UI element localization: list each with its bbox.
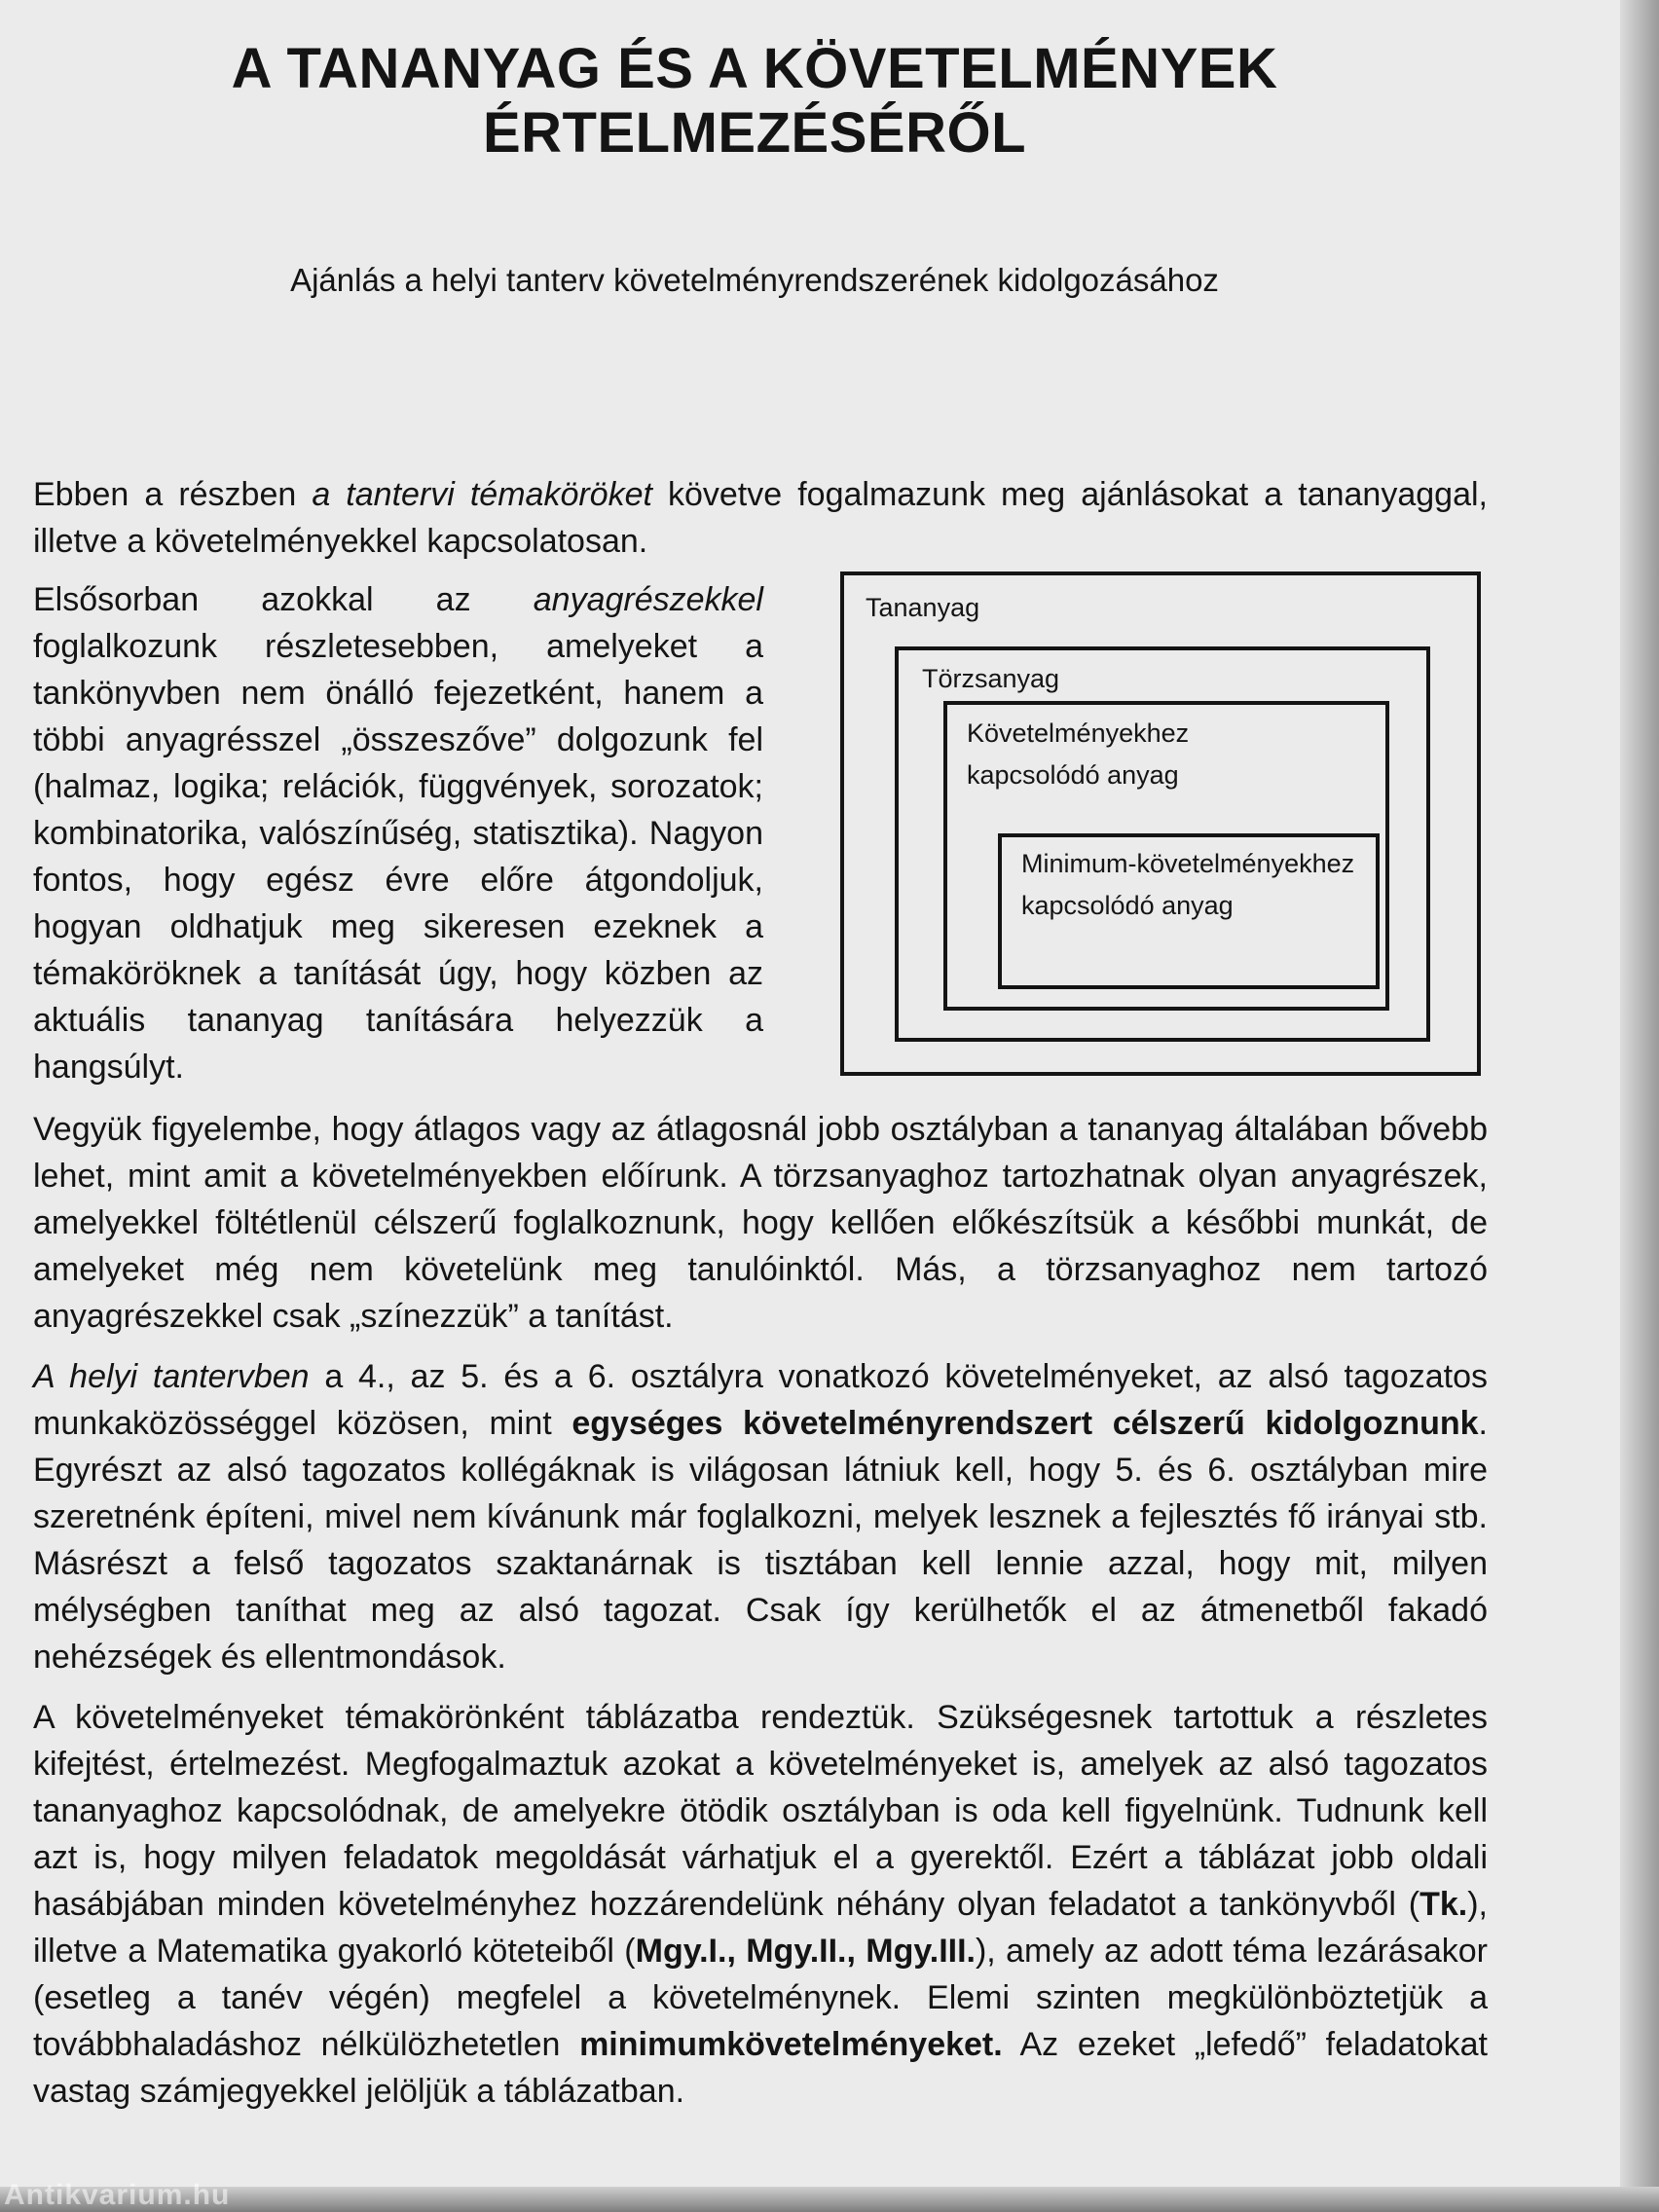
curriculum-scope-paragraph: Vegyük figyelembe, hogy átlagos vagy az átlagosnál jobb osztályban a tananyag általában bővebb lehet, mint amit a követelményekben előírunk. A törzsanyaghoz tartozhatnak olyan anyagrészek, amelyekkel föltétlenül célszerű foglalkoznunk, hogy kellően előkészítsük a későbbi munkát, de amelyeket még nem követelünk meg tanulóinktól. Más, a törzsanyaghoz nem tartozó anyagrészekkel csak „színezzük” a tanítást. <box>33 1111 1488 1335</box>
req-text-b: ), illetve a Matematika gyakorló köteteiből ( <box>33 1886 1488 1970</box>
local-curriculum-text-a: a 4., az 5. és a 6. osztályra vonatkozó követelményeket, az alsó tagozatos munkaközösséggel közösen, mint <box>33 1358 1488 1442</box>
diagram-box-minimum <box>998 833 1380 989</box>
intro-text-b: követve fogalmazunk meg ajánlásokat a tananyaggal, illetve a követelményekkel kapcsolatosan. <box>33 476 1488 560</box>
req-minimum-bold: minimumkövetelményeket. <box>579 2026 1003 2063</box>
local-curriculum-emphasis: A helyi tantervben <box>33 1358 310 1395</box>
diagram-label-minimum: Minimum-követelményekhez kapcsolódó anyag <box>1021 849 1355 920</box>
diagram-label-torzsanyag: Törzsanyag <box>922 664 1060 693</box>
req-tk-bold: Tk. <box>1419 1886 1468 1923</box>
footer-strip <box>0 2187 1659 2212</box>
local-curriculum-paragraph <box>33 1353 1488 1680</box>
requirements-table-paragraph <box>33 1694 1488 2115</box>
curriculum-nested-diagram <box>840 571 1481 1076</box>
local-curriculum-text-c: . Egyrészt az alsó tagozatos kollégáknak is világosan látniuk kell, hogy 5. és 6. osztályban mire szeretnénk építeni, mivel nem kívánunk már foglalkozni, melyek lesznek a fejlesztés fő irányai stb. Másrészt a felső tagozatos szaktanárnak is tisztában kell lennie azzal, hogy mit, milyen mélységben taníthat meg az alsó tagozat. Csak így kerülhetők el az átmenetből fakadó nehézségek és ellentmondások. <box>33 1405 1488 1676</box>
req-text-c: ), amely az adott téma lezárásakor (esetleg a tanév végén) megfelel a követelménynek. Elemi szinten megkülönböztetjük a továbbhaladáshoz nélkülözhetetlen <box>33 1933 1488 2063</box>
diagram-label-kovetelmeny: Követelményekhez kapcsolódó anyag <box>967 719 1190 790</box>
local-curriculum-bold: egységes követelményrendszert célszerű kidolgoznunk <box>571 1405 1479 1442</box>
diagram-label-tananyag: Tananyag <box>866 593 980 622</box>
page-edge-shadow <box>1620 0 1659 2212</box>
topics-text-a: Elsősorban azokkal az <box>33 581 534 618</box>
req-text-a: A követelményeket témakörönként táblázatba rendeztük. Szükségesnek tartottuk a részletes kifejtést, értelmezést. Megfogalmaztuk azokat a követelményeket is, amelyek az alsó tagozatos tananyaghoz kapcsolódnak, de amelyekre ötödik osztályban is oda kell figyelnünk. Tudnunk kell azt is, hogy milyen feladatok megoldását várhatjuk el a gyerektől. Ezért a táblázat jobb oldali hasábjában minden követelményhez hozzárendelünk néhány olyan feladatot a tankönyvből ( <box>33 1699 1488 1923</box>
page-subtitle: Ajánlás a helyi tanterv követelményrendszerének kidolgozásához <box>290 262 1219 298</box>
intro-emphasis: a tantervi témaköröket <box>312 476 652 513</box>
watermark: Antikvarium.hu <box>4 2179 231 2211</box>
topics-paragraph <box>33 576 763 1090</box>
topics-emphasis: anyagrészekkel <box>533 581 763 618</box>
diagram-box-kovetelmeny <box>943 701 1389 1011</box>
topics-text-b: foglalkozunk részletesebben, amelyeket a tankönyvben nem önálló fejezetként, hanem a többi anyagrésszel „összeszőve” dolgozunk fel (halmaz, logika; relációk, függvények, sorozatok; kombinatorika, valószínűség, statisztika). Nagyon fontos, hogy egész évre előre átgondoljuk, hogyan oldhatjuk meg sikeresen ezeknek a témaköröknek a tanítását úgy, hogy közben az aktuális tananyag tanítására helyezzük a hangsúlyt. <box>33 628 763 1086</box>
intro-text-a: Ebben a részben <box>33 476 313 513</box>
page-title <box>136 37 1373 166</box>
req-mgy-bold: Mgy.I., Mgy.II., Mgy.III. <box>635 1933 976 1970</box>
diagram-box-torzsanyag <box>895 646 1430 1042</box>
page-title-line-1: A TANANYAG ÉS A KÖVETELMÉNYEK <box>231 37 1278 100</box>
req-text-d: Az ezeket „lefedő” feladatokat vastag számjegyekkel jelöljük a táblázatban. <box>33 2026 1488 2110</box>
intro-paragraph <box>33 471 1488 565</box>
page-title-line-2: ÉRTELMEZÉSÉRŐL <box>482 101 1027 165</box>
